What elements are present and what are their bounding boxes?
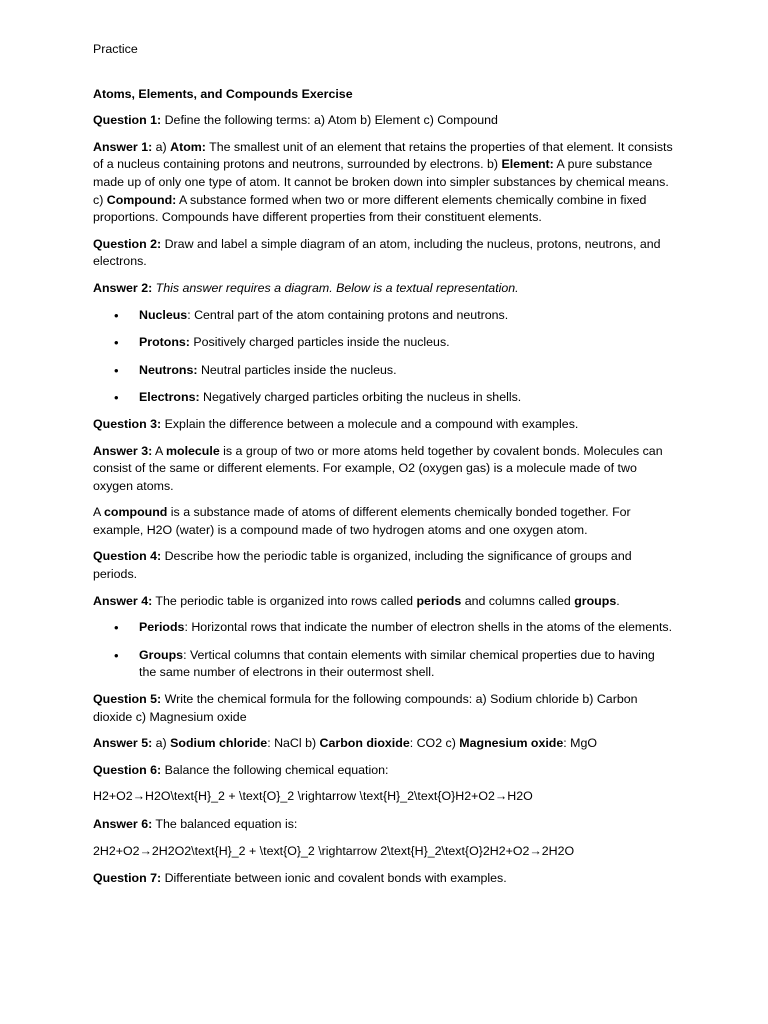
question-2: Question 2: Draw and label a simple diagram of an atom, including the nucleus, protons, neutrons, and electrons. xyxy=(93,236,661,269)
list-item: • Nucleus: Central part of the atom containing protons and neutrons. xyxy=(114,307,509,323)
atom-parts-list xyxy=(93,307,673,407)
document-page xyxy=(93,41,673,897)
list-item: • Neutrons: Neutral particles inside the nucleus. xyxy=(114,362,397,378)
question-4: Question 4: Describe how the periodic table is organized, including the significance of groups and periods. xyxy=(93,549,632,582)
answer-6-equation: 2H2+O2→2H2O2\text{H}_2 + \text{O}_2 \rightarrow 2\text{H}_2\text{O}2H2+O2→2H2O xyxy=(93,843,575,858)
page-header: Practice xyxy=(93,42,138,56)
question-3: Question 3: Explain the difference between a molecule and a compound with examples. xyxy=(93,416,579,431)
answer-2: Answer 2: This answer requires a diagram. Below is a textual representation. xyxy=(93,280,519,295)
bullet-icon: • xyxy=(114,335,119,351)
list-item: • Periods: Horizontal rows that indicate the number of electron shells in the atoms of the elements. xyxy=(114,620,673,636)
answer-1: Answer 1: a) Atom: The smallest unit of an element that retains the properties of that element. It consists of a nucleus containing protons and neutrons, surrounded by electrons. b) Element: A pure substance made up of only one type of atom. It cannot be broken down into simpler substances by chemical means. c) Compound: A substance formed when two or more different elements chemically combine in fixed proportions. Compounds have different properties from their constituent elements. xyxy=(93,139,673,225)
question-6: Question 6: Balance the following chemical equation: xyxy=(93,762,389,777)
question-7: Question 7: Differentiate between ionic and covalent bonds with examples. xyxy=(93,871,507,886)
list-item: • Electrons: Negatively charged particles orbiting the nucleus in shells. xyxy=(114,390,522,406)
answer-4: Answer 4: The periodic table is organized into rows called periods and columns called groups. xyxy=(93,593,620,608)
list-item: • Protons: Positively charged particles inside the nucleus. xyxy=(114,335,450,351)
question-6-equation: H2+O2→H2O\text{H}_2 + \text{O}_2 \rightarrow \text{H}_2\text{O}H2+O2→H2O xyxy=(93,789,533,804)
bullet-icon: • xyxy=(114,647,119,663)
periodic-table-list xyxy=(93,619,673,682)
answer-5: Answer 5: a) Sodium chloride: NaCl b) Carbon dioxide: CO2 c) Magnesium oxide: MgO xyxy=(93,736,598,751)
bullet-icon: • xyxy=(114,390,119,406)
bullet-icon: • xyxy=(114,362,119,378)
document-title: Atoms, Elements, and Compounds Exercise xyxy=(93,86,353,101)
bullet-icon: • xyxy=(114,307,119,323)
answer-3-compound: A compound is a substance made of atoms of different elements chemically bonded together. For example, H2O (water) is a compound made of two hydrogen atoms and one oxygen atom. xyxy=(93,505,631,537)
question-5: Question 5: Write the chemical formula for the following compounds: a) Sodium chloride b) Carbon dioxide c) Magnesium oxide xyxy=(93,692,638,724)
question-1: Question 1: Define the following terms: a) Atom b) Element c) Compound xyxy=(93,113,498,128)
answer-6: Answer 6: The balanced equation is: xyxy=(93,817,298,831)
list-item: • Groups: Vertical columns that contain elements with similar chemical properties due to having the same number of electrons in their outermost shell. xyxy=(114,647,655,680)
answer-3: Answer 3: A molecule is a group of two or more atoms held together by covalent bonds. Molecules can consist of the same or different elements. For example, O2 (oxygen gas) is a molecule made of two oxygen atoms. xyxy=(93,443,663,493)
bullet-icon: • xyxy=(114,620,119,636)
